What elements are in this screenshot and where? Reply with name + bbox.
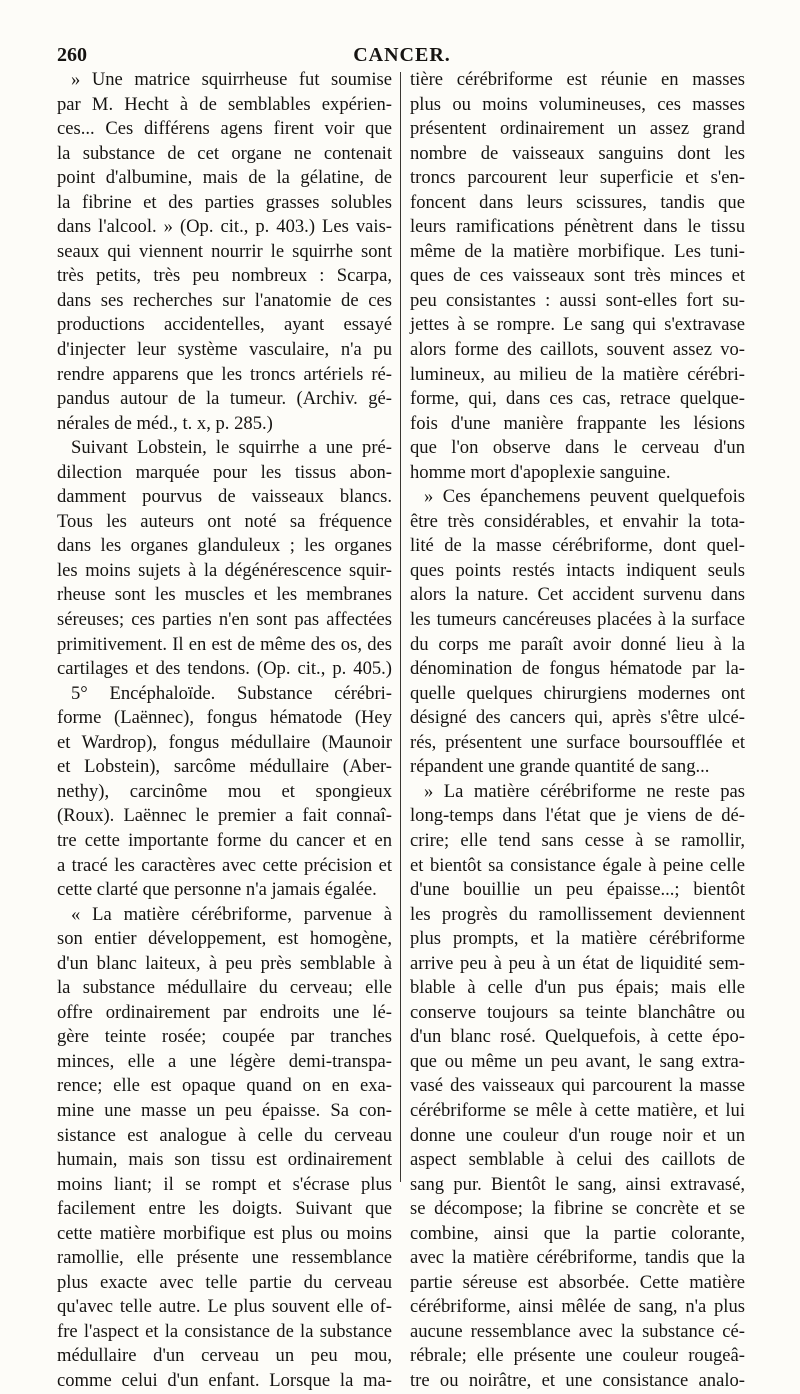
text-line: d'un blanc rosé. Quelquefois, à cette épo- bbox=[410, 1026, 745, 1048]
text-line: humain, mais son tissu est ordinairement bbox=[57, 1149, 392, 1171]
text-line: alors la nature. Cet accident survenu dans bbox=[410, 584, 745, 606]
text-line: (Roux). Laënnec le premier a fait connaî- bbox=[57, 805, 392, 827]
text-line: désigné des cancers qui, après s'être ulcé- bbox=[410, 707, 745, 729]
text-line: cette clarté que personne n'a jamais égalée. bbox=[57, 879, 377, 901]
text-line: peu consistantes : aussi sont-elles fort su- bbox=[410, 289, 745, 311]
text-line: son entier développement, est homogène, bbox=[57, 928, 392, 950]
text-line: se décompose; la fibrine se concrète et se bbox=[410, 1198, 745, 1220]
text-line: cérébriforme, ainsi mêlée de sang, n'a plus bbox=[410, 1296, 745, 1318]
text-line: rés, présentent une surface boursoufflée et bbox=[410, 731, 745, 753]
text-line: cartilages et des tendons. (Op. cit., p. 405.) bbox=[57, 658, 392, 680]
text-line: » Une matrice squirrheuse fut soumise bbox=[71, 69, 392, 90]
text-line: nérales de méd., t. x, p. 285.) bbox=[57, 412, 273, 434]
text-line: dilection marquée pour les tissus abon- bbox=[57, 461, 392, 483]
text-line: dans ses recherches sur l'anatomie de ces bbox=[57, 289, 392, 311]
text-line: damment pourvus de vaisseaux blancs. bbox=[57, 486, 392, 508]
text-line: minces, elle a une légère demi-transpa- bbox=[57, 1050, 392, 1072]
text-line: tre ou noirâtre, et une consistance analo- bbox=[410, 1369, 745, 1391]
text-line: ramollie, elle présente une ressemblance bbox=[57, 1247, 392, 1269]
text-line: médullaire d'un cerveau un peu mou, bbox=[57, 1345, 392, 1367]
text-line: plus ou moins volumineuses, ces masses bbox=[410, 93, 745, 115]
right-column bbox=[410, 68, 745, 1394]
text-line: nethy), carcinôme mou et spongieux bbox=[57, 780, 392, 802]
page-number: 260 bbox=[57, 44, 87, 66]
text-line: « La matière cérébriforme, parvenue à bbox=[71, 903, 392, 925]
text-line: arrive peu à peu à un état de liquidité sem- bbox=[410, 952, 745, 974]
text-line: combine, ainsi que la partie colorante, bbox=[410, 1222, 745, 1244]
text-line: fois d'une manière frappante les lésions bbox=[410, 412, 745, 434]
text-line: dénomination de fongus hématode par la- bbox=[410, 658, 745, 680]
text-line: aspect semblable à celui des caillots de bbox=[410, 1149, 745, 1171]
text-line: la fibrine et des parties grasses solubles bbox=[57, 191, 392, 213]
text-line: seaux qui viennent nourrir le squirrhe sont bbox=[57, 240, 392, 262]
column-divider bbox=[400, 72, 401, 1182]
text-line: Tous les auteurs ont noté sa fréquence bbox=[57, 510, 392, 532]
text-line: et bientôt sa consistance égale à peine celle bbox=[410, 854, 745, 876]
text-line: ces... Ces différens agens firent voir que bbox=[57, 118, 392, 140]
text-line: lumineux, au milieu de la matière cérébri- bbox=[410, 363, 745, 385]
text-line: vasé des vaisseaux qui parcourent la masse bbox=[410, 1075, 745, 1097]
text-line: fre l'aspect et la consistance de la substance bbox=[57, 1320, 392, 1342]
text-line: la substance médullaire du cerveau; elle bbox=[57, 977, 392, 999]
text-line: et Wardrop), fongus médullaire (Maunoir bbox=[57, 731, 392, 753]
text-line: rence; elle est opaque quand on en exa- bbox=[57, 1075, 392, 1097]
text-line: homme mort d'apoplexie sanguine. bbox=[410, 461, 671, 483]
text-line: pandus autour de la tumeur. (Archiv. gé- bbox=[57, 388, 392, 410]
text-line: plus prompts, et la matière cérébriforme bbox=[410, 928, 745, 950]
text-line: les moins sujets à la dégénérescence squir- bbox=[57, 559, 392, 581]
text-line: alors forme des caillots, souvent assez vo- bbox=[410, 339, 745, 361]
text-line: répandent une grande quantité de sang... bbox=[410, 756, 710, 778]
text-line: très petits, très peu nombreux : Scarpa, bbox=[57, 265, 392, 287]
text-line: la substance de cet organe ne contenait bbox=[57, 142, 392, 164]
text-line: jettes à se rompre. Le sang qui s'extravase bbox=[410, 314, 745, 336]
text-line: rheuse sont les muscles et les membranes bbox=[57, 584, 392, 606]
text-line: sang pur. Bientôt le sang, ainsi extravasé, bbox=[410, 1173, 745, 1195]
text-line: d'un blanc laiteux, à peu près semblable à bbox=[57, 952, 392, 974]
text-line: ques points restés intacts indiquent seuls bbox=[410, 559, 745, 581]
text-line: blable à celle d'un pus épais; mais elle bbox=[410, 977, 745, 999]
text-line: par M. Hecht à de semblables expérien- bbox=[57, 93, 392, 115]
text-line: plus exacte avec telle partie du cerveau bbox=[57, 1271, 392, 1293]
text-line: que l'on observe dans le cerveau d'un bbox=[410, 437, 745, 459]
text-line: » Ces épanchemens peuvent quelquefois bbox=[424, 486, 745, 508]
text-line: crire; elle tend sans cesse à se ramollir, bbox=[410, 829, 745, 851]
left-column bbox=[57, 68, 392, 1394]
text-line: aucune ressemblance avec la substance cé- bbox=[410, 1320, 745, 1342]
text-line: point d'albumine, mais de la gélatine, de bbox=[57, 167, 392, 189]
text-line: les progrès du ramollissement deviennent bbox=[410, 903, 745, 925]
text-line: cérébriforme se mêle à cette matière, et lui bbox=[410, 1099, 745, 1121]
text-line: d'une bouillie un peu épaisse...; bientôt bbox=[410, 879, 745, 901]
text-line: mine une masse un peu épaisse. Sa con- bbox=[57, 1099, 392, 1121]
text-line: du corps me paraît avoir donné lieu à la bbox=[410, 633, 745, 655]
text-line: 5° Encéphaloïde. Substance cérébri- bbox=[71, 682, 392, 704]
text-line: comme celui d'un enfant. Lorsque la ma- bbox=[57, 1369, 392, 1391]
text-line: conserve toujours sa teinte blanchâtre ou bbox=[410, 1001, 745, 1023]
text-line: foncent dans leurs scissures, tandis que bbox=[410, 191, 745, 213]
text-line: a tracé les caractères avec cette précision et bbox=[57, 854, 392, 876]
text-line: Suivant Lobstein, le squirrhe a une pré- bbox=[71, 437, 392, 459]
text-line: leurs ramifications pénètrent dans le tissu bbox=[410, 216, 745, 238]
text-line: gère teinte rosée; coupée par tranches bbox=[57, 1026, 392, 1048]
text-line: même de la matière morbifique. Les tuni- bbox=[410, 240, 745, 262]
text-line: séreuses; ces parties n'en sont pas affectées bbox=[57, 609, 392, 631]
text-line: tière cérébriforme est réunie en masses bbox=[410, 69, 745, 90]
text-line: rendre apparens que les troncs artériels ré- bbox=[57, 363, 392, 385]
text-line: les tumeurs cancéreuses placées à la surface bbox=[410, 609, 745, 631]
text-line: forme, qui, dans ces cas, retrace quelque- bbox=[410, 388, 745, 410]
text-line: » La matière cérébriforme ne reste pas bbox=[424, 780, 745, 802]
text-line: facilement entre les doigts. Suivant que bbox=[57, 1198, 392, 1220]
text-line: être très considérables, et envahir la tota- bbox=[410, 510, 745, 532]
text-line: et Lobstein), sarcôme médullaire (Aber- bbox=[57, 756, 392, 778]
text-line: sistance est analogue à celle du cerveau bbox=[57, 1124, 392, 1146]
text-line: offre ordinairement par endroits une lé- bbox=[57, 1001, 392, 1023]
text-line: qu'avec telle autre. Le plus souvent elle of- bbox=[57, 1296, 392, 1318]
text-line: d'injecter leur système vasculaire, n'a pu bbox=[57, 339, 392, 361]
text-line: forme (Laënnec), fongus hématode (Hey bbox=[57, 707, 392, 729]
text-line: que ou même un peu avant, le sang extra- bbox=[410, 1050, 745, 1072]
text-line: primitivement. Il en est de même des os, des bbox=[57, 633, 392, 655]
text-line: nombre de vaisseaux sanguins dont les bbox=[410, 142, 745, 164]
text-line: ques de ces vaisseaux sont très minces et bbox=[410, 265, 745, 287]
text-line: présentent ordinairement un assez grand bbox=[410, 118, 745, 140]
text-line: moins liant; il se rompt et s'écrase plus bbox=[57, 1173, 392, 1195]
text-line: quelle quelques chirurgiens modernes ont bbox=[410, 682, 745, 704]
text-line: tre cette importante forme du cancer et en bbox=[57, 829, 392, 851]
text-line: productions accidentelles, ayant essayé bbox=[57, 314, 392, 336]
text-line: rébrale; elle présente une couleur rougeâ- bbox=[410, 1345, 745, 1367]
text-line: long-temps dans l'état que je viens de dé- bbox=[410, 805, 745, 827]
text-line: donne une couleur d'un rouge noir et un bbox=[410, 1124, 745, 1146]
text-line: cette matière morbifique est plus ou moins bbox=[57, 1222, 392, 1244]
running-head: CANCER. bbox=[353, 44, 451, 66]
text-line: avec la matière cérébriforme, tandis que la bbox=[410, 1247, 745, 1269]
text-line: partie séreuse est absorbée. Cette matière bbox=[410, 1271, 745, 1293]
text-line: dans les organes glanduleux ; les organes bbox=[57, 535, 392, 557]
text-line: dans l'alcool. » (Op. cit., p. 403.) Les vais- bbox=[57, 216, 392, 238]
text-line: troncs parcourent leur superficie et s'en- bbox=[410, 167, 745, 189]
text-line: lité de la masse cérébriforme, dont quel- bbox=[410, 535, 745, 557]
